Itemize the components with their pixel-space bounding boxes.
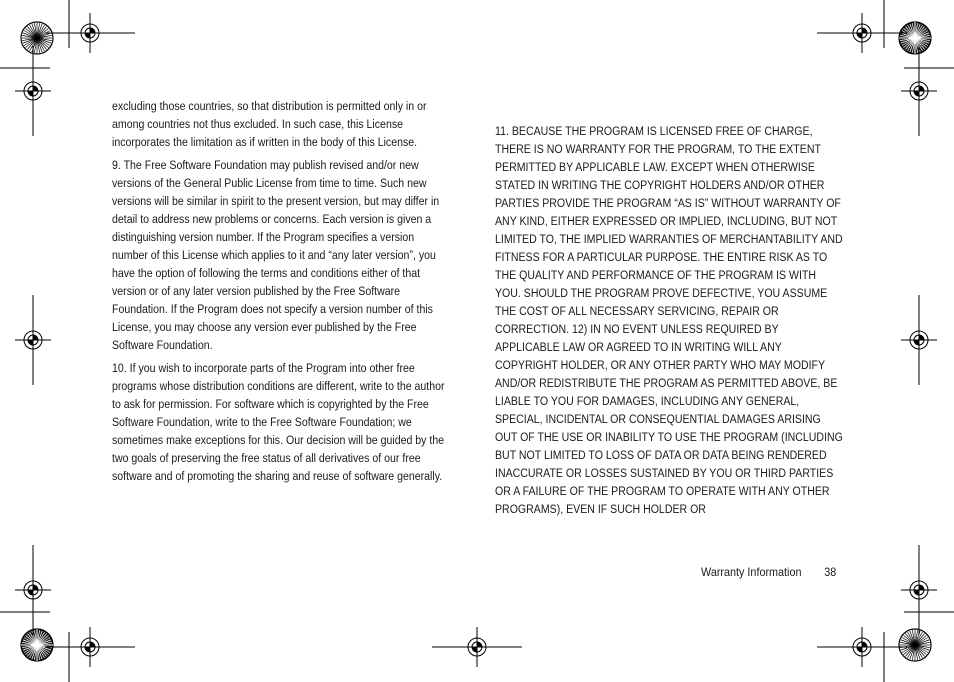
paragraph-section-9: 9. The Free Software Foundation may publish revised and/or new versions of the General Public License from time to time. Such new versions will be similar in spirit to the present version, but may differ in detail to address new problems or concerns. Each version is given a distinguishing version number. If the Program specifies a version number of this License which applies to it and “any later version”, you have the option of following the terms and conditions either of that version or of any later version published by the Free Software Foundation. If the Program does not specify a version number of this License, you may choose any version ever published by the Free Software Foundation.: [112, 158, 440, 352]
paragraph-section-11: 11. BECAUSE THE PROGRAM IS LICENSED FREE OF CHARGE, THERE IS NO WARRANTY FOR THE PROGRAM, TO THE EXTENT PERMITTED BY APPLICABLE LAW. EXCEPT WHEN OTHERWISE STATED IN WRITING THE COPYRIGHT HOLDERS AND/OR OTHER PARTIES PROVIDE THE PROGRAM “AS IS” WITHOUT WARRANTY OF ANY KIND, EITHER EXPRESSED OR IMPLIED, INCLUDING, BUT NOT LIMITED TO, THE IMPLIED WARRANTIES OF MERCHANTABILITY AND FITNESS FOR A PARTICULAR PURPOSE. THE ENTIRE RISK AS TO THE QUALITY AND PERFORMANCE OF THE PROGRAM IS WITH YOU. SHOULD THE PROGRAM PROVE DEFECTIVE, YOU ASSUME THE COST OF ALL NECESSARY SERVICING, REPAIR OR CORRECTION. 12) IN NO EVENT UNLESS REQUIRED BY APPLICABLE LAW OR AGREED TO IN WRITING WILL ANY COPYRIGHT HOLDER, OR ANY OTHER PARTY WHO MAY MODIFY AND/OR REDISTRIBUTE THE PROGRAM AS PERMITTED ABOVE, BE LIABLE TO YOU FOR DAMAGES, INCLUDING ANY GENERAL, SPECIAL, INCIDENTAL OR CONSEQUENTIAL DAMAGES ARISING OUT OF THE USE OR INABILITY TO USE THE PROGRAM (INCLUDING BUT NOT LIMITED TO LOSS OF DATA OR DATA BEING RENDERED INACCURATE OR LOSSES SUSTAINED BY YOU OR THIRD PARTIES OR A FAILURE OF THE PROGRAM TO OPERATE WITH ANY OTHER PROGRAMS), EVEN IF SUCH HOLDER OR: [495, 124, 843, 516]
page-footer: [701, 565, 836, 579]
page-number: 38: [823, 565, 836, 579]
right-column: [495, 122, 843, 523]
paragraph-section-10: 10. If you wish to incorporate parts of the Program into other free programs whose distribution conditions are different, write to the author to ask for permission. For software which is copyrighted by the Free Software Foundation, write to the Free Software Foundation; we sometimes make exceptions for this. Our decision will be guided by the two goals of preserving the free status of all derivatives of our free software and of promoting the sharing and reuse of software generally.: [112, 361, 445, 483]
left-column: [112, 97, 453, 490]
paragraph-exclusion: excluding those countries, so that distribution is permitted only in or among countries not thus excluded. In such case, this License incorporates the limitation as if written in the body of this License.: [112, 99, 427, 149]
footer-section-title: Warranty Information: [700, 565, 802, 579]
